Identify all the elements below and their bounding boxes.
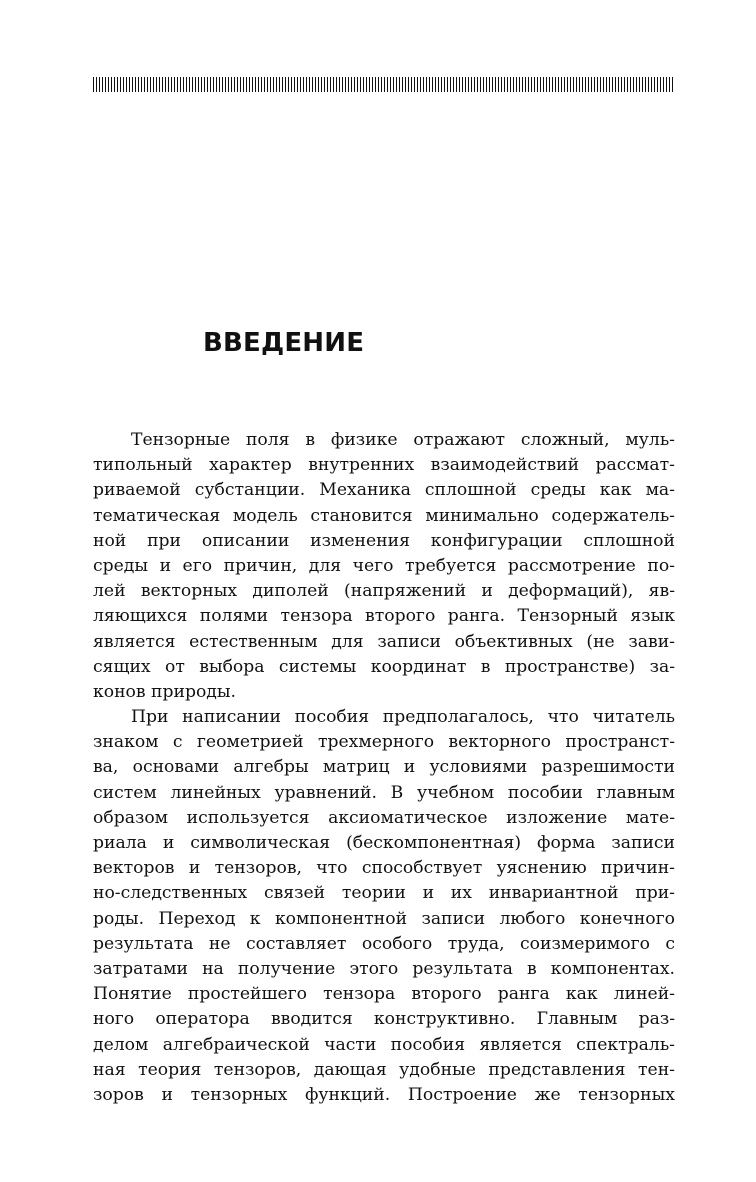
text-line: систем линейных уравнений. В учебном пособии главным bbox=[93, 782, 675, 803]
text-line: затратами на получение этого результата в компонентах. bbox=[93, 958, 675, 979]
text-line: ная теория тензоров, дающая удобные представления тен- bbox=[93, 1059, 675, 1080]
text-line: типольный характер внутренних взаимодействий рассмат- bbox=[93, 455, 675, 476]
text-line: является естественным для записи объективных (не зави- bbox=[93, 631, 675, 652]
text-line: конов природы. bbox=[93, 681, 237, 702]
text-line: делом алгебраической части пособия является спектраль- bbox=[93, 1034, 675, 1055]
text-line: роды. Переход к компонентной записи любого конечного bbox=[93, 908, 675, 929]
text-line: ва, основами алгебры матриц и условиями разрешимости bbox=[93, 757, 675, 778]
text-line: но-следственных связей теории и их инвариантной при- bbox=[93, 883, 675, 904]
text-line: риваемой субстанции. Механика сплошной среды как ма- bbox=[93, 480, 675, 501]
text-line: зоров и тензорных функций. Построение же тензорных bbox=[93, 1084, 675, 1105]
header-rule bbox=[93, 77, 675, 92]
text-line: тематическая модель становится минимально содержатель- bbox=[93, 505, 675, 526]
text-line: ной при описании изменения конфигурации сплошной bbox=[93, 530, 675, 551]
text-line: риала и символическая (бескомпонентная) форма записи bbox=[93, 833, 675, 853]
text-line: векторов и тензоров, что способствует уяснению причин- bbox=[93, 858, 675, 879]
text-line: среды и его причин, для чего требуется рассмотрение по- bbox=[93, 555, 675, 576]
text-line: Понятие простейшего тензора второго ранга как линей- bbox=[93, 984, 675, 1005]
body-text bbox=[93, 428, 675, 1108]
text-line: знаком с геометрией трехмерного векторного пространст- bbox=[93, 732, 675, 753]
text-line: При написании пособия предполагалось, что читатель bbox=[131, 707, 675, 728]
text-line: сящих от выбора системы координат в пространстве) за- bbox=[93, 656, 675, 677]
text-line: лей векторных диполей (напряжений и деформаций), яв- bbox=[93, 581, 675, 602]
text-line: результата не составляет особого труда, соизмеримого с bbox=[93, 933, 675, 954]
text-line: Тензорные поля в физике отражают сложный, муль- bbox=[131, 430, 675, 450]
text-line: ляющихся полями тензора второго ранга. Тензорный язык bbox=[93, 606, 675, 627]
chapter-title: ВВЕДЕНИЕ bbox=[203, 328, 365, 358]
text-line: образом используется аксиоматическое изложение мате- bbox=[93, 807, 675, 828]
text-line: ного оператора вводится конструктивно. Главным раз- bbox=[93, 1009, 675, 1030]
